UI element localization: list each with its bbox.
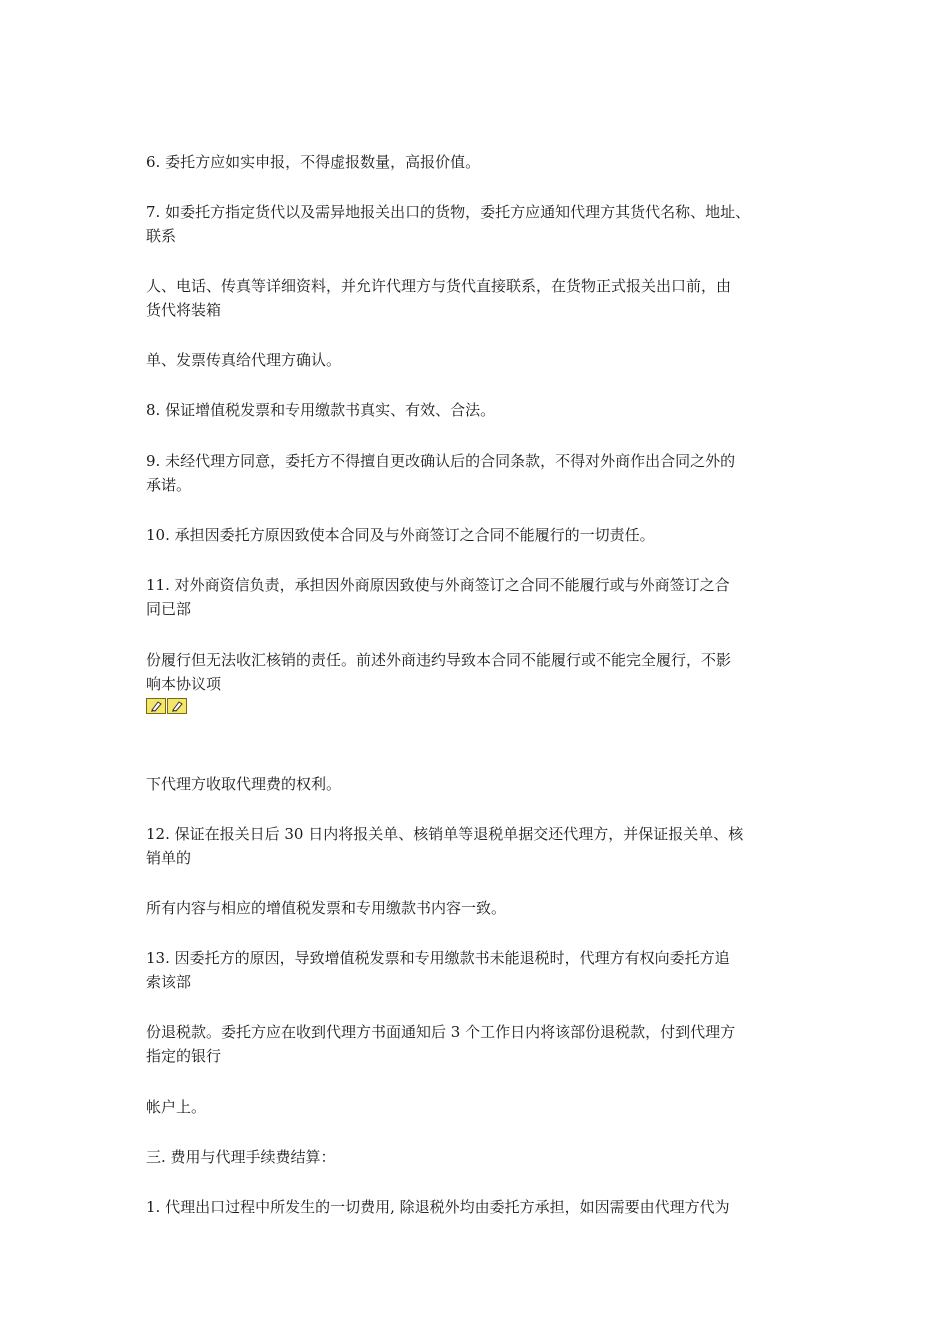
paragraph-10 [146,523,816,547]
text-line: 13. 因委托方的原因，导致增值税发票和专用缴款书未能退税时，代理方有权向委托方追 [146,949,730,967]
paragraph-3-1 [146,1195,816,1219]
text-line: 6. 委托方应如实申报，不得虚报数量，高报价值。 [146,153,481,171]
text-line: 12. 保证在报关日后 30 日内将报关单、核销单等退税单据交还代理方，并保证报关单、核 [146,825,744,843]
paragraph-9 [146,449,816,497]
text-line: 所有内容与相应的增值税发票和专用缴款书内容一致。 [146,899,507,917]
paragraph-11 [146,573,816,621]
text-line: 响本协议项 [146,675,222,693]
paragraph-12-cont [146,896,816,920]
text-line: 销单的 [146,849,192,867]
text-line: 8. 保证增值税发票和专用缴款书真实、有效、合法。 [146,401,496,419]
text-line: 人、电话、传真等详细资料，并允许代理方与货代直接联系，在货物正式报关出口前，由 [146,277,732,295]
paragraph-6 [146,150,816,174]
paragraph-13 [146,946,816,994]
text-line: 7. 如委托方指定货代以及需异地报关出口的货物，委托方应通知代理方其货代名称、地址、 [146,203,751,221]
paragraph-11-cont-2 [146,772,816,796]
text-line: 三. 费用与代理手续费结算： [146,1148,336,1166]
section-heading-3 [146,1145,816,1169]
text-line: 联系 [146,227,177,245]
pencil-icon[interactable] [146,698,166,714]
paragraph-11-cont-1 [146,648,816,696]
paragraph-12 [146,822,816,870]
paragraph-13-cont-1 [146,1020,816,1068]
text-line: 索该部 [146,973,192,991]
pencil-icon[interactable] [167,698,187,714]
text-line: 货代将装箱 [146,301,222,319]
text-line: 份履行但无法收汇核销的责任。前述外商违约导致本合同不能履行或不能完全履行，不影 [146,651,732,669]
text-line: 单、发票传真给代理方确认。 [146,351,342,369]
text-line: 1. 代理出口过程中所发生的一切费用, 除退税外均由委托方承担，如因需要由代理方代为 [146,1198,730,1216]
text-line: 承诺。 [146,476,192,494]
text-line: 10. 承担因委托方原因致使本合同及与外商签订之合同不能履行的一切责任。 [146,526,655,544]
text-line: 9. 未经代理方同意，委托方不得擅自更改确认后的合同条款，不得对外商作出合同之外的 [146,452,736,470]
paragraph-7-cont-2 [146,348,816,372]
text-line: 指定的银行 [146,1047,222,1065]
paragraph-8 [146,398,816,422]
paragraph-7 [146,200,816,248]
text-line: 同已部 [146,600,192,618]
text-line: 份退税款。委托方应在收到代理方书面通知后 3 个工作日内将该部份退税款，付到代理方 [146,1023,736,1041]
inline-icons [146,698,187,714]
paragraph-7-cont-1 [146,274,816,322]
paragraph-13-cont-2 [146,1095,816,1119]
text-line: 下代理方收取代理费的权利。 [146,775,342,793]
text-line: 11. 对外商资信负责，承担因外商原因致使与外商签订之合同不能履行或与外商签订之合 [146,576,730,594]
text-line: 帐户上。 [146,1098,207,1116]
